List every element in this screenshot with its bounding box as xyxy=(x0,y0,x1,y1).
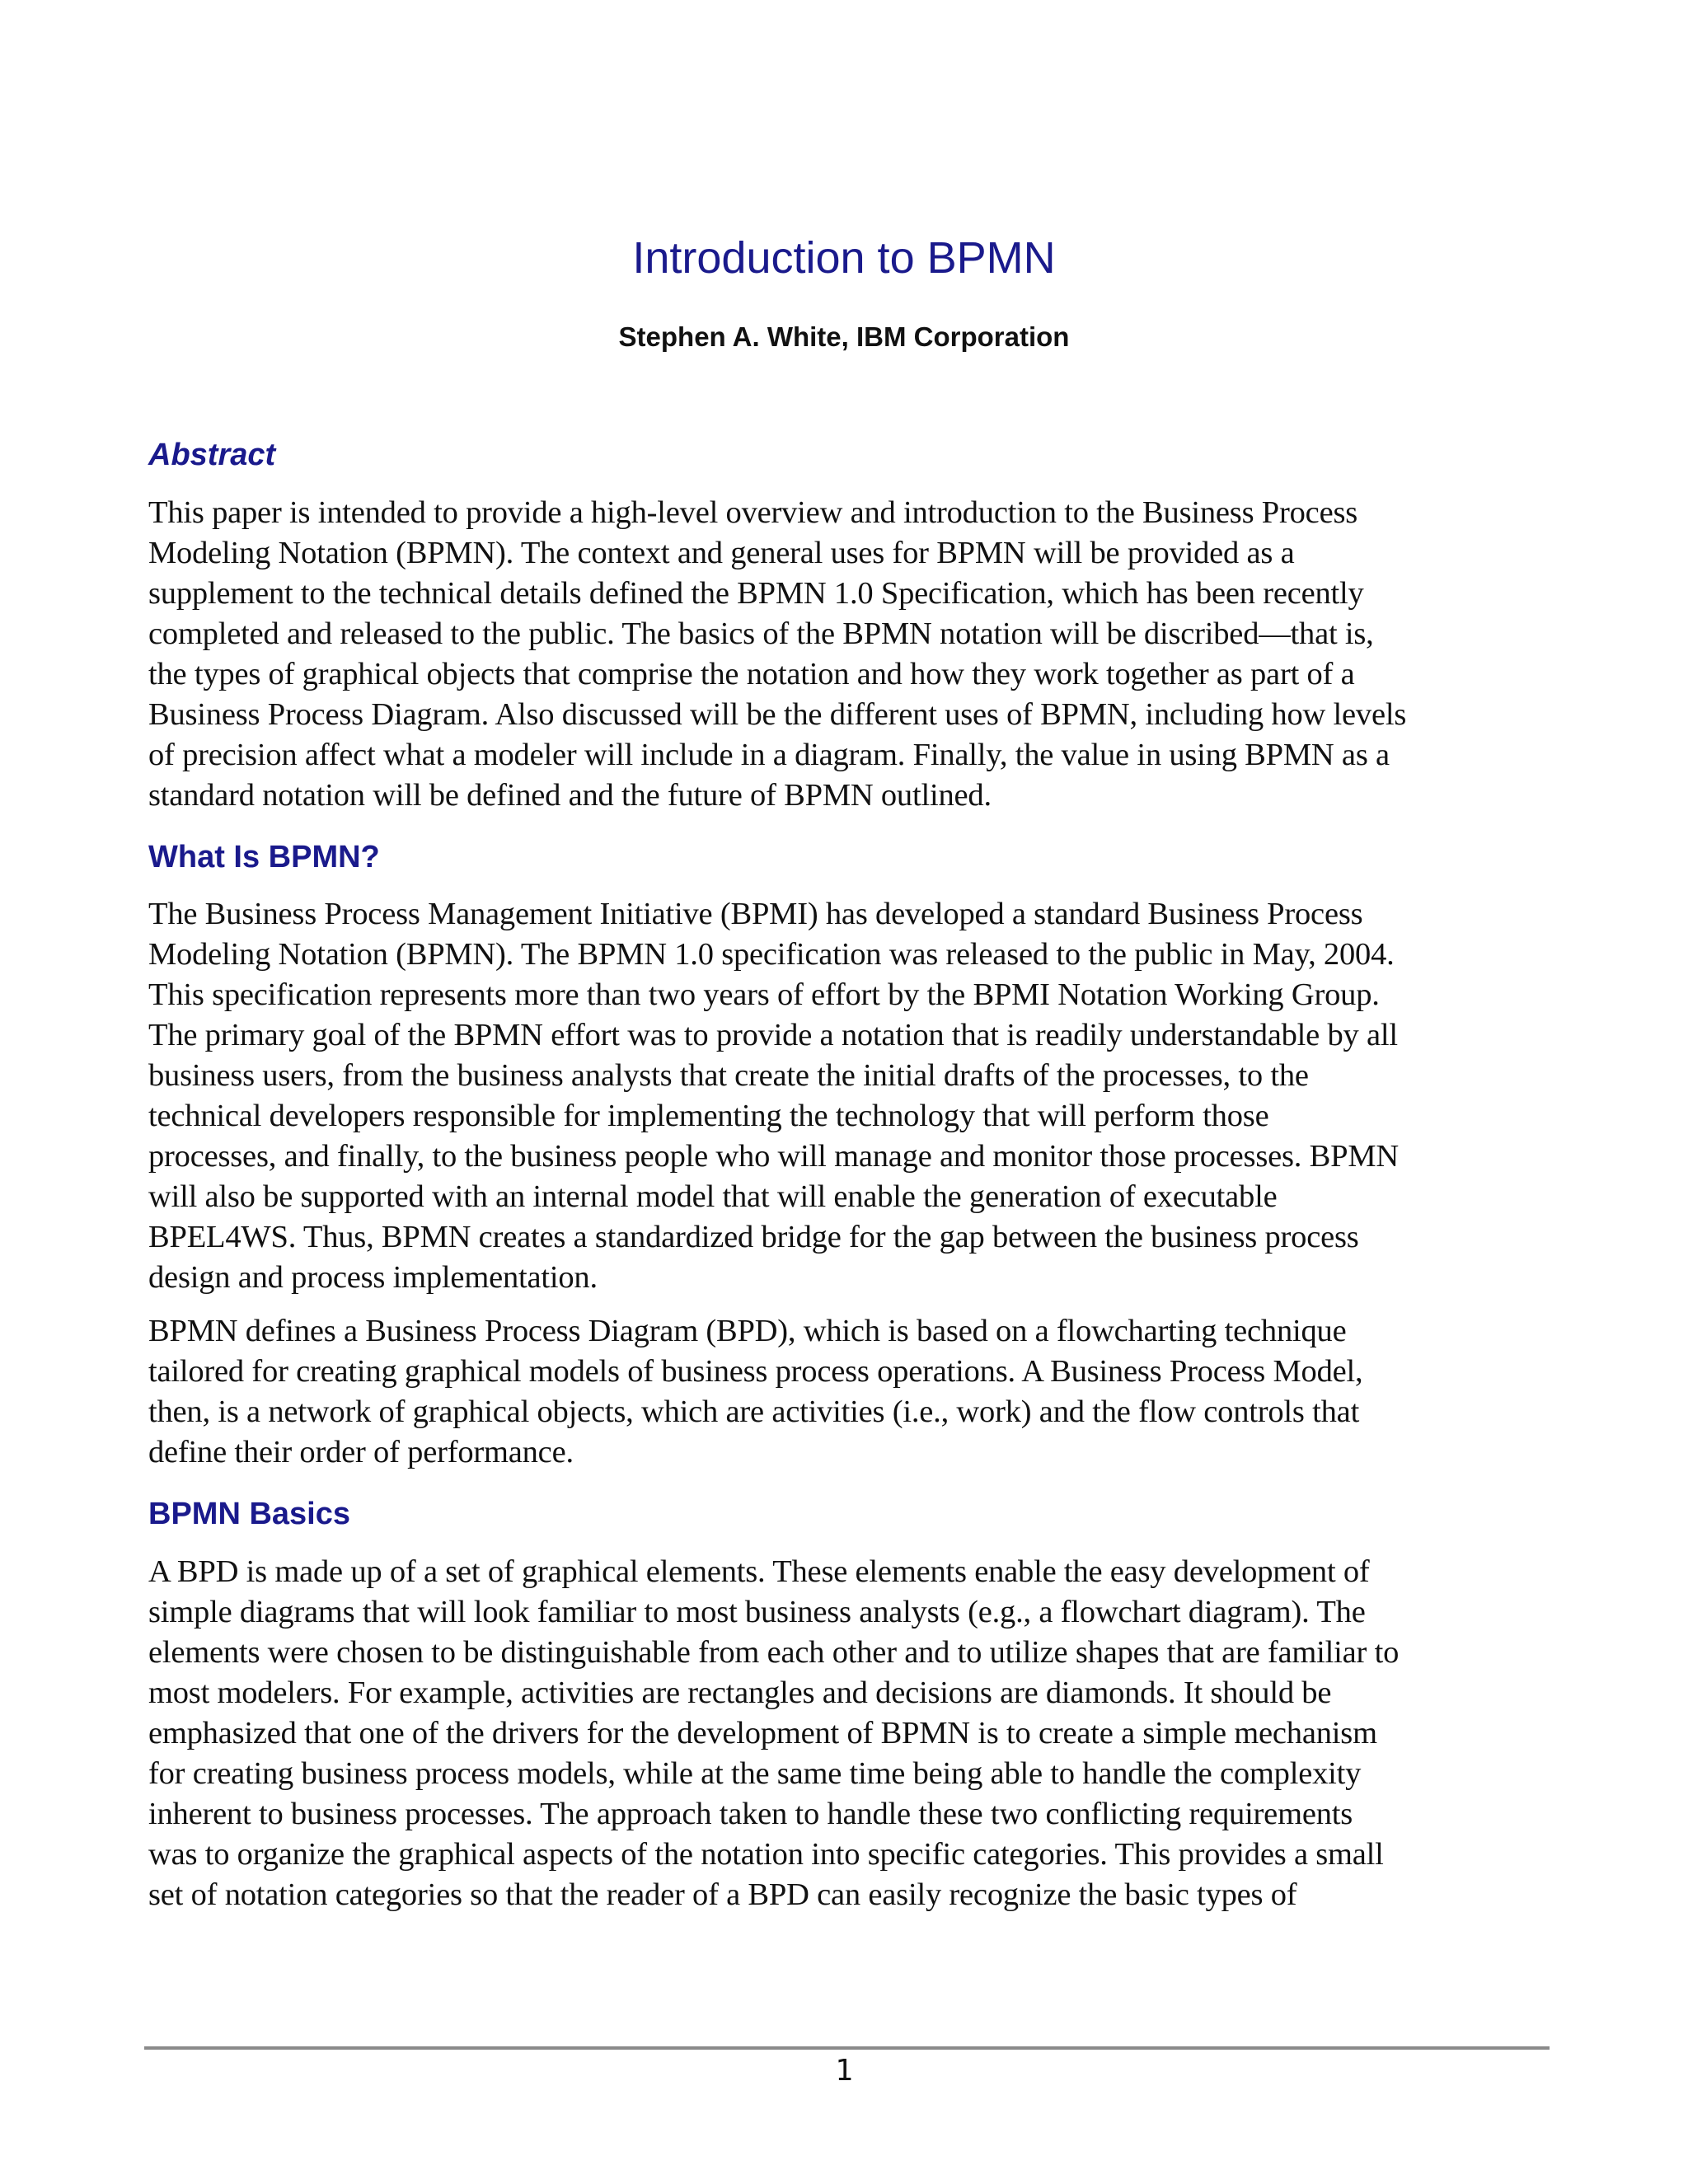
text-line: for creating business process models, while at the same time being able to handle the complexity xyxy=(148,1755,1362,1791)
text-line: This specification represents more than two years of effort by the BPMI Notation Working Group. xyxy=(148,977,1380,1013)
document-author: Stephen A. White, IBM Corporation xyxy=(618,321,1070,352)
document-title: Introduction to BPMN xyxy=(632,233,1056,283)
text-line: completed and released to the public. The basics of the BPMN notation will be discribed—that is, xyxy=(148,616,1374,651)
text-line: BPMN defines a Business Process Diagram (BPD), which is based on a flowcharting technique xyxy=(148,1314,1347,1349)
text-line: emphasized that one of the drivers for the development of BPMN is to create a simple mechanism xyxy=(148,1715,1377,1750)
section-abstract xyxy=(148,437,1550,816)
text-line: technical developers responsible for implementing the technology that will perform those xyxy=(148,1099,1269,1134)
what-is-bpmn-paragraph-2 xyxy=(148,1311,1550,1473)
section-heading-bpmn-basics: BPMN Basics xyxy=(148,1497,350,1532)
text-line: A BPD is made up of a set of graphical elements. These elements enable the easy development of xyxy=(148,1554,1370,1589)
page-number: 1 xyxy=(835,2054,853,2088)
abstract-paragraph xyxy=(148,493,1550,816)
text-line: inherent to business processes. The approach taken to handle these two conflicting requirements xyxy=(148,1796,1353,1831)
text-line: Modeling Notation (BPMN). The context and general uses for BPMN will be provided as a xyxy=(148,535,1295,570)
footer-divider xyxy=(144,2046,1550,2050)
text-line: Business Process Diagram. Also discussed will be the different uses of BPMN, including how levels xyxy=(148,696,1407,732)
text-line: most modelers. For example, activities are rectangles and decisions are diamonds. It should be xyxy=(148,1675,1332,1710)
text-line: The Business Process Management Initiative (BPMI) has developed a standard Business Process xyxy=(148,897,1363,932)
text-line: supplement to the technical details defined the BPMN 1.0 Specification, which has been recently xyxy=(148,575,1364,611)
text-line: elements were chosen to be distinguishable from each other and to utilize shapes that are familiar to xyxy=(148,1634,1400,1670)
text-line: the types of graphical objects that comprise the notation and how they work together as part of a xyxy=(148,656,1355,691)
text-line: simple diagrams that will look familiar to most business analysts (e.g., a flowchart diagram). The xyxy=(148,1594,1366,1629)
document-body xyxy=(148,437,1550,1929)
section-heading-what-is-bpmn: What Is BPMN? xyxy=(148,839,380,874)
bpmn-basics-paragraph xyxy=(148,1552,1550,1915)
text-line: was to organize the graphical aspects of the notation into specific categories. This provides a small xyxy=(148,1836,1384,1872)
text-line: tailored for creating graphical models of business process operations. A Business Process Model, xyxy=(148,1354,1363,1390)
text-line: define their order of performance. xyxy=(148,1435,574,1470)
section-bpmn-basics xyxy=(148,1496,1550,1915)
section-what-is-bpmn xyxy=(148,839,1550,1474)
what-is-bpmn-paragraph-1 xyxy=(148,894,1550,1298)
text-line: standard notation will be defined and the future of BPMN outlined. xyxy=(148,777,992,813)
text-line: business users, from the business analysts that create the initial drafts of the processes, to the xyxy=(148,1058,1309,1094)
section-heading-abstract: Abstract xyxy=(148,438,276,472)
text-line: design and process implementation. xyxy=(148,1260,598,1296)
text-line: processes, and finally, to the business people who will manage and monitor those processes. BPMN xyxy=(148,1139,1399,1174)
text-line: The primary goal of the BPMN effort was to provide a notation that is readily understandable by all xyxy=(148,1018,1398,1053)
text-line: will also be supported with an internal model that will enable the generation of executable xyxy=(148,1179,1278,1215)
text-line: then, is a network of graphical objects, which are activities (i.e., work) and the flow controls that xyxy=(148,1394,1360,1430)
text-line: BPEL4WS. Thus, BPMN creates a standardized bridge for the gap between the business process xyxy=(148,1220,1359,1255)
text-line: set of notation categories so that the reader of a BPD can easily recognize the basic types of xyxy=(148,1877,1297,1912)
text-line: Modeling Notation (BPMN). The BPMN 1.0 specification was released to the public in May, 2004. xyxy=(148,937,1395,972)
text-line: This paper is intended to provide a high-level overview and introduction to the Business Process xyxy=(148,494,1358,530)
text-line: of precision affect what a modeler will include in a diagram. Finally, the value in using BPMN as a xyxy=(148,737,1390,772)
